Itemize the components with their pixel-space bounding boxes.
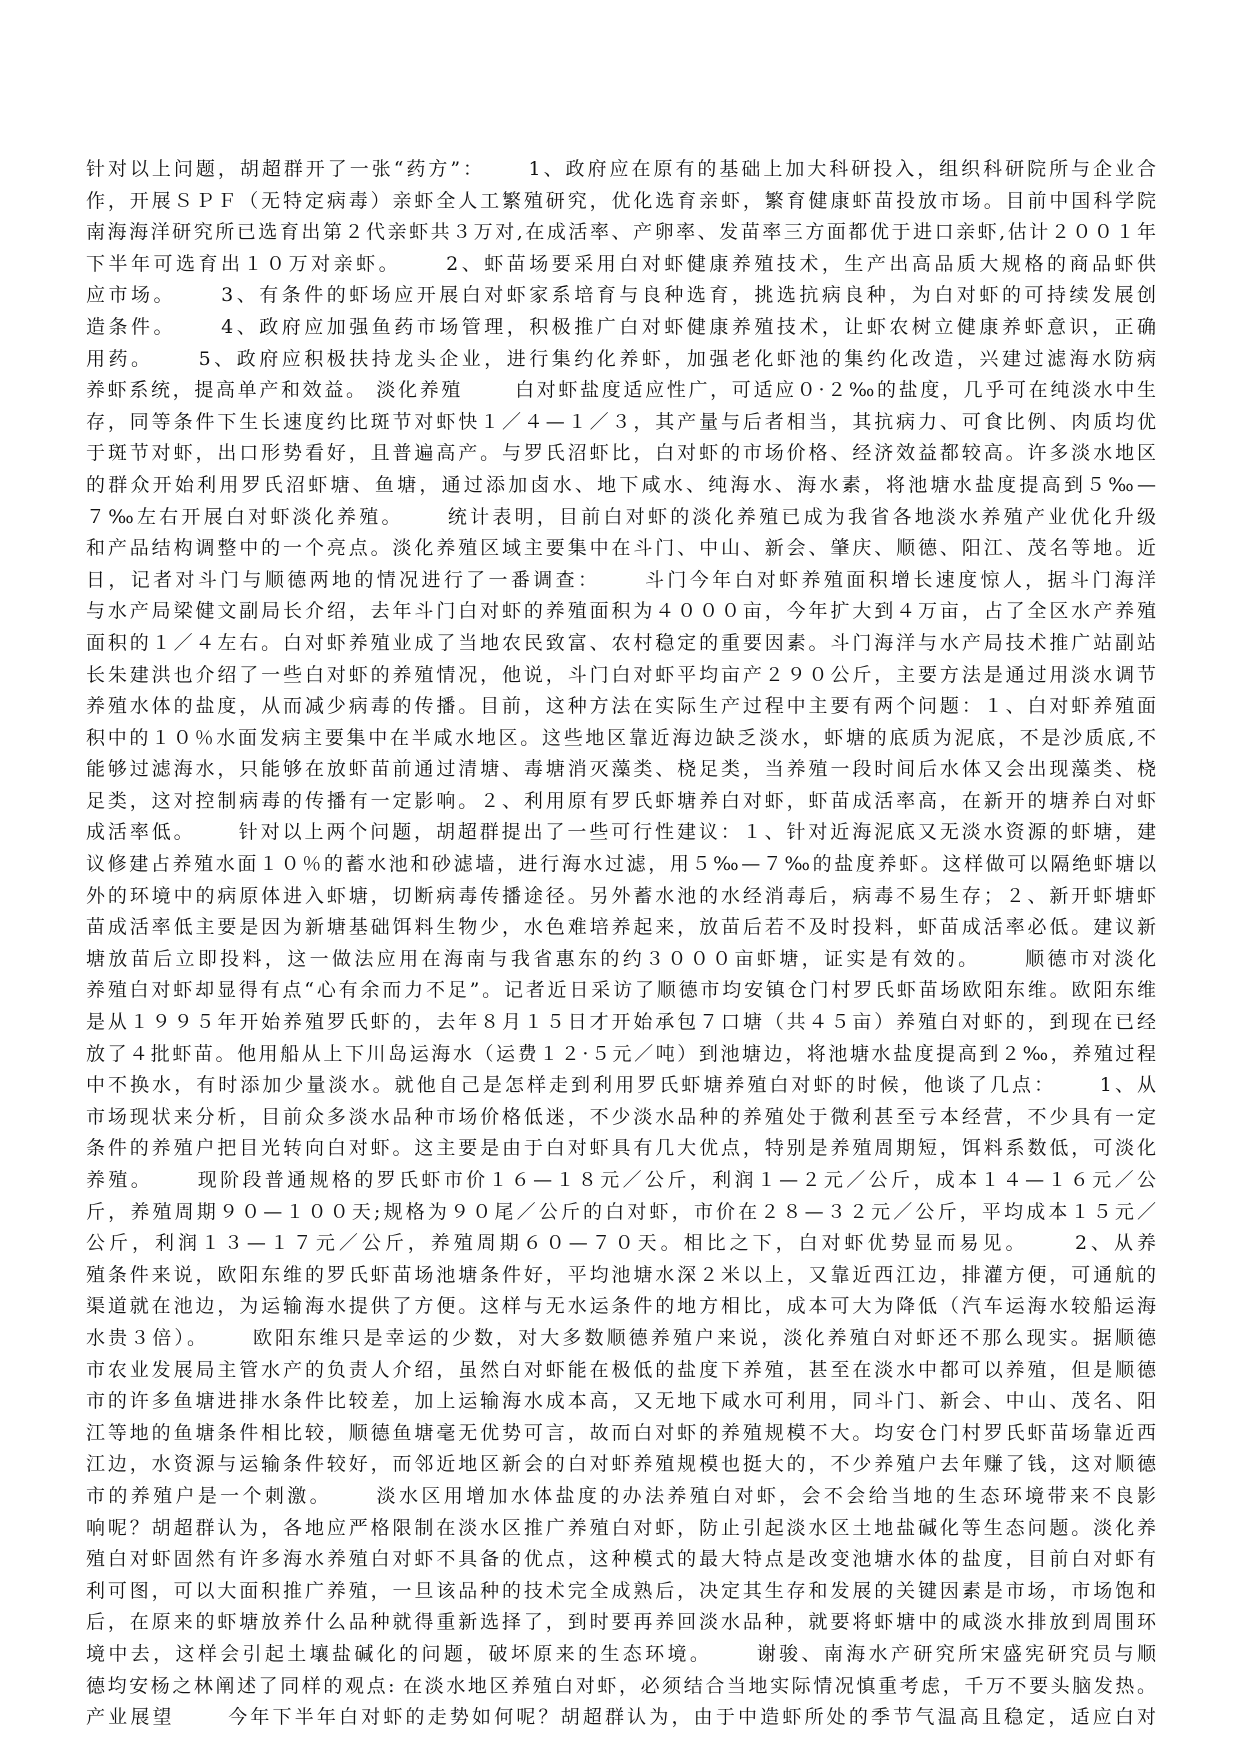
text-line: 斤，养殖周期９０—１００天;规格为９０尾／公斤的白对虾，市价在２８—３２元／公斤，平均成本１５元／ <box>86 1200 1156 1223</box>
text-line: 养殖。 现阶段普通规格的罗氏虾市价１６—１８元／公斤，利润１—２元／公斤，成本１４—１６元／公 <box>86 1169 1156 1191</box>
text-line: 公斤，利润１３—１７元／公斤，养殖周期６０—７０天。相比之下，白对虾优势显而易见。 2、从养 <box>86 1232 1156 1255</box>
text-line: 和产品结构调整中的一个亮点。淡化养殖区域主要集中在斗门、中山、新会、肇庆、顺德、阳江、茂名等地。近 <box>86 537 1156 560</box>
text-line: 下半年可选育出１０万对亲虾。 2、虾苗场要采用白对虾健康养殖技术，生产出高品质大规格的商品虾供 <box>86 252 1156 275</box>
text-line: 苗成活率低主要是因为新塘基础饵料生物少，水色难培养起来，放苗后若不及时投料，虾苗成活率必低。建议新 <box>86 916 1156 939</box>
text-line: 后，在原来的虾塘放养什么品种就得重新选择了，到时要再养回淡水品种，就要将虾塘中的咸淡水排放到周围环 <box>86 1611 1156 1634</box>
text-line: 议修建占养殖水面１０％的蓄水池和砂滤墙，进行海水过滤，用５‰—７‰的盐度养虾。这样做可以隔绝虾塘以 <box>86 853 1156 876</box>
text-line: 境中去，这样会引起土壤盐碱化的问题，破坏原来的生态环境。 谢骏、南海水产研究所宋盛宪研究员与顺 <box>86 1642 1156 1665</box>
text-line: 利可图，可以大面积推广养殖，一旦该品种的技术完全成熟后，决定其生存和发展的关键因素是市场，市场饱和 <box>86 1579 1156 1602</box>
text-line: 存，同等条件下生长速度约比斑节对虾快１／４—１／３，其产量与后者相当，其抗病力、可食比例、肉质均优 <box>86 410 1156 433</box>
text-line: 殖条件来说，欧阳东维的罗氏虾苗场池塘条件好，平均池塘水深２米以上，又靠近西江边，排灌方便，可通航的 <box>86 1263 1156 1286</box>
text-line: 应市场。 3、有条件的虾场应开展白对虾家系培育与良种选育，挑选抗病良种，为白对虾的可持续发展创 <box>86 284 1156 307</box>
text-line: 是从１９９５年开始养殖罗氏虾的，去年８月１５日才开始承包７口塘（共４５亩）养殖白对虾的，到现在已经 <box>86 1011 1156 1034</box>
text-line: 殖白对虾固然有许多海水养殖白对虾不具备的优点，这种模式的最大特点是改变池塘水体的盐度，目前白对虾有 <box>86 1548 1156 1571</box>
text-line: 产业展望 今年下半年白对虾的走势如何呢？胡超群认为，由于中造虾所处的季节气温高且稳定，适应白对 <box>86 1706 1156 1729</box>
text-line: 响呢？胡超群认为，各地应严格限制在淡水区推广养殖白对虾，防止引起淡水区土地盐碱化等生态问题。淡化养 <box>86 1516 1156 1539</box>
text-line: 造条件。 4、政府应加强鱼药市场管理，积极推广白对虾健康养殖技术，让虾农树立健康养虾意识，正确 <box>86 315 1156 338</box>
text-line: 江边，水资源与运输条件较好，而邻近地区新会的白对虾养殖规模也挺大的，不少养殖户去年赚了钱，这对顺德 <box>86 1453 1156 1476</box>
text-line: 能够过滤海水，只能够在放虾苗前通过清塘、毒塘消灭藻类、桡足类，当养殖一段时间后水体又会出现藻类、桡 <box>86 758 1156 781</box>
text-line: ７‰左右开展白对虾淡化养殖。 统计表明，目前白对虾的淡化养殖已成为我省各地淡水养殖产业优化升级 <box>86 505 1156 528</box>
text-line: 塘放苗后立即投料，这一做法应用在海南与我省惠东的约３０００亩虾塘，证实是有效的。 顺德市对淡化 <box>86 947 1156 970</box>
text-line: 养殖白对虾却显得有点“心有余而力不足”。记者近日采访了顺德市均安镇仓门村罗氏虾苗场欧阳东维。欧阳东维 <box>86 979 1156 1002</box>
text-line: 的群众开始利用罗氏沼虾塘、鱼塘，通过添加卤水、地下咸水、纯海水、海水素，将池塘水盐度提高到５‰— <box>86 473 1156 496</box>
text-line: 养殖水体的盐度，从而减少病毒的传播。目前，这种方法在实际生产过程中主要有两个问题：１、白对虾养殖面 <box>86 695 1156 718</box>
text-line: 条件的养殖户把目光转向白对虾。这主要是由于白对虾具有几大优点，特别是养殖周期短，饵料系数低，可淡化 <box>86 1137 1156 1160</box>
text-line: 南海海洋研究所已选育出第２代亲虾共３万对,在成活率、产卵率、发苗率三方面都优于进口亲虾,估计２００１年 <box>86 221 1156 244</box>
text-line: 市的许多鱼塘进排水条件比较差，加上运输海水成本高，又无地下咸水可利用，同斗门、新会、中山、茂名、阳 <box>86 1390 1156 1413</box>
text-line: 渠道就在池边，为运输海水提供了方便。这样与无水运条件的地方相比，成本可大为降低（汽车运海水较船运海 <box>86 1295 1156 1318</box>
text-line: 用药。 5、政府应积极扶持龙头企业，进行集约化养虾，加强老化虾池的集约化改造，兴建过滤海水防病 <box>86 347 1156 370</box>
text-line: 市场现状来分析，目前众多淡水品种市场价格低迷，不少淡水品种的养殖处于微利甚至亏本经营，不少具有一定 <box>86 1105 1156 1128</box>
text-line: 与水产局梁健文副局长介绍，去年斗门白对虾的养殖面积为４０００亩，今年扩大到４万亩，占了全区水产养殖 <box>86 600 1156 623</box>
text-line: 于斑节对虾，出口形势看好，且普遍高产。与罗氏沼虾比，白对虾的市场价格、经济效益都较高。许多淡水地区 <box>86 442 1156 465</box>
text-line: 成活率低。 针对以上两个问题，胡超群提出了一些可行性建议：１、针对近海泥底又无淡水资源的虾塘，建 <box>86 821 1156 844</box>
text-line: 日，记者对斗门与顺德两地的情况进行了一番调查： 斗门今年白对虾养殖面积增长速度惊人，据斗门海洋 <box>86 568 1156 591</box>
text-line: 长朱建洪也介绍了一些白对虾的养殖情况，他说，斗门白对虾平均亩产２９０公斤，主要方法是通过用淡水调节 <box>86 663 1156 686</box>
text-line: 江等地的鱼塘条件相比较，顺德鱼塘毫无优势可言，故而白对虾的养殖规模不大。均安仓门村罗氏虾苗场靠近西 <box>86 1421 1156 1444</box>
text-line: 积中的１０％水面发病主要集中在半咸水地区。这些地区靠近海边缺乏淡水，虾塘的底质为泥底，不是沙质底,不 <box>86 726 1156 749</box>
text-line: 养虾系统，提高单产和效益。 淡化养殖 白对虾盐度适应性广，可适应０·２‰的盐度，几乎可在纯淡水中生 <box>86 379 1156 402</box>
text-line: 面积的１／４左右。白对虾养殖业成了当地农民致富、农村稳定的重要因素。斗门海洋与水产局技术推广站副站 <box>86 631 1156 654</box>
text-line: 足类，这对控制病毒的传播有一定影响。２、利用原有罗氏虾塘养白对虾，虾苗成活率高，在新开的塘养白对虾 <box>86 789 1156 812</box>
text-line: 作，开展ＳＰＦ（无特定病毒）亲虾全人工繁殖研究，优化选育亲虾，繁育健康虾苗投放市场。目前中国科学院 <box>86 189 1156 212</box>
text-line: 外的环境中的病原体进入虾塘，切断病毒传播途径。另外蓄水池的水经消毒后，病毒不易生存；２、新开虾塘虾 <box>86 884 1156 907</box>
text-line: 中不换水，有时添加少量淡水。就他自己是怎样走到利用罗氏虾塘养殖白对虾的时候，他谈了几点： 1、从 <box>86 1074 1156 1097</box>
article-body <box>86 154 1156 1734</box>
text-line: 德均安杨之林阐述了同样的观点: 在淡水地区养殖白对虾，必须结合当地实际情况慎重考虑，千万不要头脑发热。 <box>86 1674 1156 1697</box>
text-line: 放了４批虾苗。他用船从上下川岛运海水（运费１２·５元／吨）到池塘边，将池塘水盐度提高到２‰，养殖过程 <box>86 1042 1156 1065</box>
text-line: 水贵３倍）。 欧阳东维只是幸运的少数，对大多数顺德养殖户来说，淡化养殖白对虾还不那么现实。据顺德 <box>86 1326 1156 1349</box>
text-line: 市农业发展局主管水产的负责人介绍，虽然白对虾能在极低的盐度下养殖，甚至在淡水中都可以养殖，但是顺德 <box>86 1358 1156 1381</box>
text-line: 市的养殖户是一个刺激。 淡水区用增加水体盐度的办法养殖白对虾，会不会给当地的生态环境带来不良影 <box>86 1484 1156 1507</box>
text-line: 针对以上问题，胡超群开了一张“药方”： 1、政府应在原有的基础上加大科研投入，组织科研院所与企业合 <box>86 158 1156 180</box>
